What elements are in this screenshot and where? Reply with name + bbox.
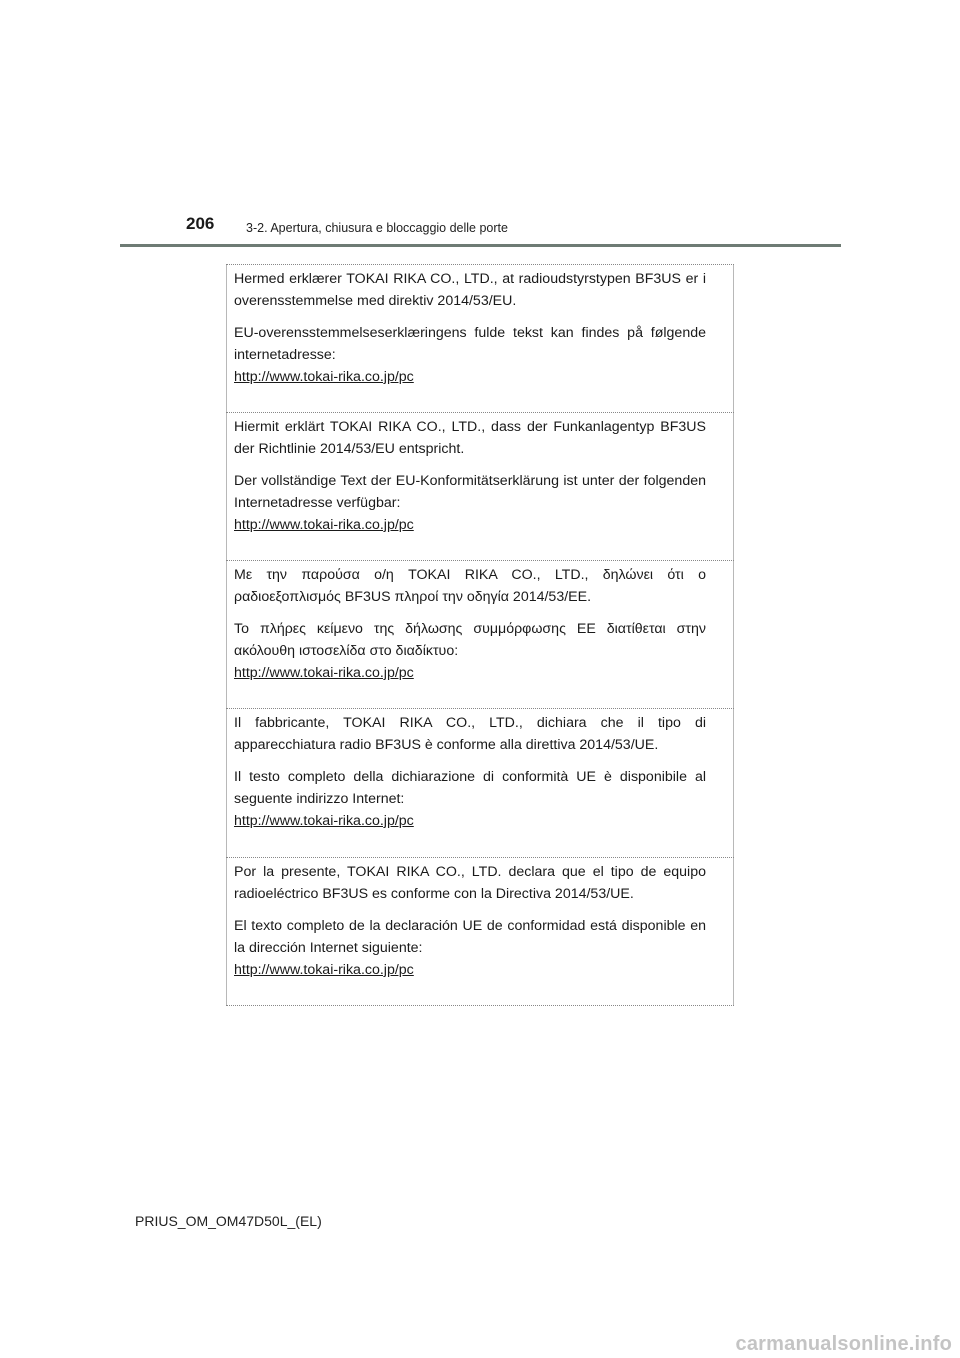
declaration-fulltext-label: Το πλήρες κείμενο της δήλωσης συμμόρφωσης ΕΕ διατίθεται στην ακόλουθη ιστοσελίδα στο διαδίκτυο: xyxy=(234,621,706,659)
declaration-fulltext-label: El texto completo de la declaración UE de conformidad está disponible en la dirección Internet siguiente: xyxy=(234,918,706,956)
declaration-statement: Por la presente, TOKAI RIKA CO., LTD. declara que el tipo de equipo radioeléctrico BF3US es conforme con la Directiva 2014/53/UE. xyxy=(234,864,706,902)
declaration-statement: Hiermit erklärt TOKAI RIKA CO., LTD., dass der Funkanlagentyp BF3US der Richtlinie 2014/53/EU entspricht. xyxy=(234,419,706,457)
declaration-link[interactable]: http://www.tokai-rika.co.jp/pc xyxy=(234,369,414,385)
document-id: PRIUS_OM_OM47D50L_(EL) xyxy=(135,1213,322,1229)
declaration-link[interactable]: http://www.tokai-rika.co.jp/pc xyxy=(234,665,414,681)
declaration-link[interactable]: http://www.tokai-rika.co.jp/pc xyxy=(234,517,414,533)
watermark: carmanualsonline.info xyxy=(735,1333,952,1355)
separator xyxy=(226,412,734,413)
declaration-fulltext-label: Il testo completo della dichiarazione di conformità UE è disponibile al seguente indirizzo Internet: xyxy=(234,769,706,807)
declaration-fulltext xyxy=(234,915,706,981)
separator xyxy=(226,857,734,858)
declaration-fulltext xyxy=(234,322,706,388)
declaration-fulltext xyxy=(234,766,706,832)
header-rule xyxy=(120,244,841,247)
declaration-link[interactable]: http://www.tokai-rika.co.jp/pc xyxy=(234,813,414,829)
declaration-italian xyxy=(234,712,706,832)
separator xyxy=(226,708,734,709)
declaration-fulltext-label: Der vollständige Text der EU-Konformitätserklärung ist unter der folgenden Internetadresse verfügbar: xyxy=(234,473,706,511)
declaration-statement: Il fabbricante, TOKAI RIKA CO., LTD., dichiara che il tipo di apparecchiatura radio BF3US è conforme alla direttiva 2014/53/UE. xyxy=(234,715,706,753)
declaration-fulltext-label: EU-overensstemmelseserklæringens fulde tekst kan findes på følgende internetadresse: xyxy=(234,325,706,363)
declaration-german xyxy=(234,416,706,536)
declaration-spanish xyxy=(234,861,706,981)
declaration-statement: Hermed erklærer TOKAI RIKA CO., LTD., at radioudstyrstypen BF3US er i overensstemmelse med direktiv 2014/53/EU. xyxy=(234,271,706,309)
separator xyxy=(226,264,734,265)
page-number: 206 xyxy=(186,214,215,233)
declaration-danish xyxy=(234,268,706,388)
declaration-fulltext xyxy=(234,618,706,684)
declaration-greek xyxy=(234,564,706,684)
declaration-statement: Με την παρούσα ο/η TOKAI RIKA CO., LTD., δηλώνει ότι ο ραδιοεξοπλισμός BF3US πληροί την οδηγία 2014/53/ΕΕ. xyxy=(234,567,706,605)
separator xyxy=(226,560,734,561)
section-title: 3-2. Apertura, chiusura e bloccaggio delle porte xyxy=(246,221,508,235)
separator xyxy=(226,1005,734,1006)
declaration-fulltext xyxy=(234,470,706,536)
declaration-link[interactable]: http://www.tokai-rika.co.jp/pc xyxy=(234,962,414,978)
